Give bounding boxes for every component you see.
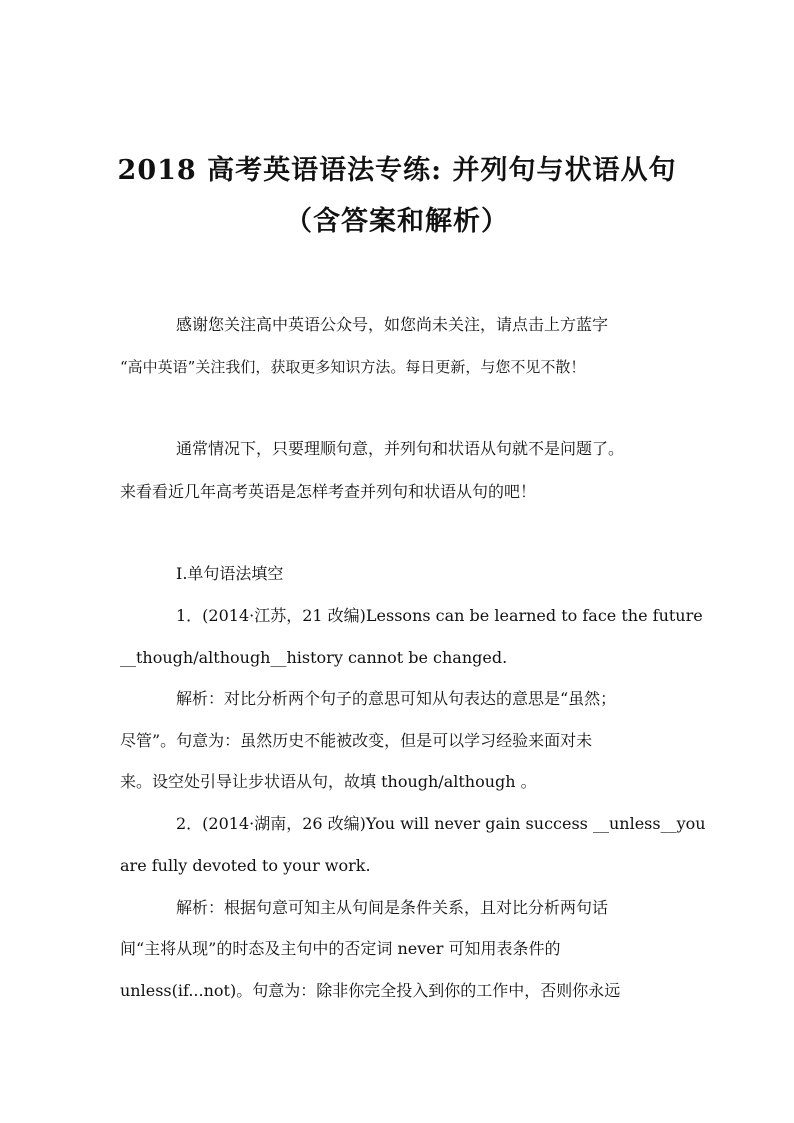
question-2-line-2: are fully devoted to your work.: [120, 856, 371, 875]
question-1-line-2: __though/although__history cannot be changed.: [120, 648, 508, 667]
question-2-analysis-line-1: 解析：根据句意可知主从句间是条件关系，且对比分析两句话: [176, 898, 609, 917]
question-2-line-1: 2．(2014·湖南，26 改编)You will never gain success __unless__you: [176, 814, 706, 833]
question-1-analysis-line-3: 来。设空处引导让步状语从句，故填 though/although 。: [120, 772, 537, 791]
question-2-analysis-line-2: 间“主将从现”的时态及主句中的否定词 never 可知用表条件的: [120, 939, 561, 958]
question-1-analysis-line-1: 解析：对比分析两个句子的意思可知从句表达的意思是“虽然；: [176, 689, 617, 708]
section-heading: Ⅰ.单句语法填空: [176, 564, 284, 583]
question-1-analysis-line-2: 尽管”。句意为：虽然历史不能被改变，但是可以学习经验来面对未: [120, 731, 593, 750]
question-1-line-1: 1．(2014·江苏，21 改编)Lessons can be learned to face the future: [176, 606, 703, 625]
intro-paragraph-line-2: “高中英语”关注我们，获取更多知识方法。每日更新，与您不见不散！: [120, 358, 586, 376]
lead-paragraph-line-2: 来看看近几年高考英语是怎样考查并列句和状语从句的吧！: [120, 482, 537, 501]
question-2-analysis-line-3: unless(if...not)。句意为：除非你完全投入到你的工作中，否则你永远: [120, 981, 621, 1000]
lead-paragraph-line-1: 通常情况下，只要理顺句意，并列句和状语从句就不是问题了。: [176, 439, 625, 458]
intro-paragraph-line-1: 感谢您关注高中英语公众号，如您尚未关注，请点击上方蓝字: [176, 315, 609, 334]
document-title: 2018 高考英语语法专练: 并列句与状语从句: [117, 155, 677, 186]
document-subtitle: （含答案和解析）: [285, 206, 509, 237]
